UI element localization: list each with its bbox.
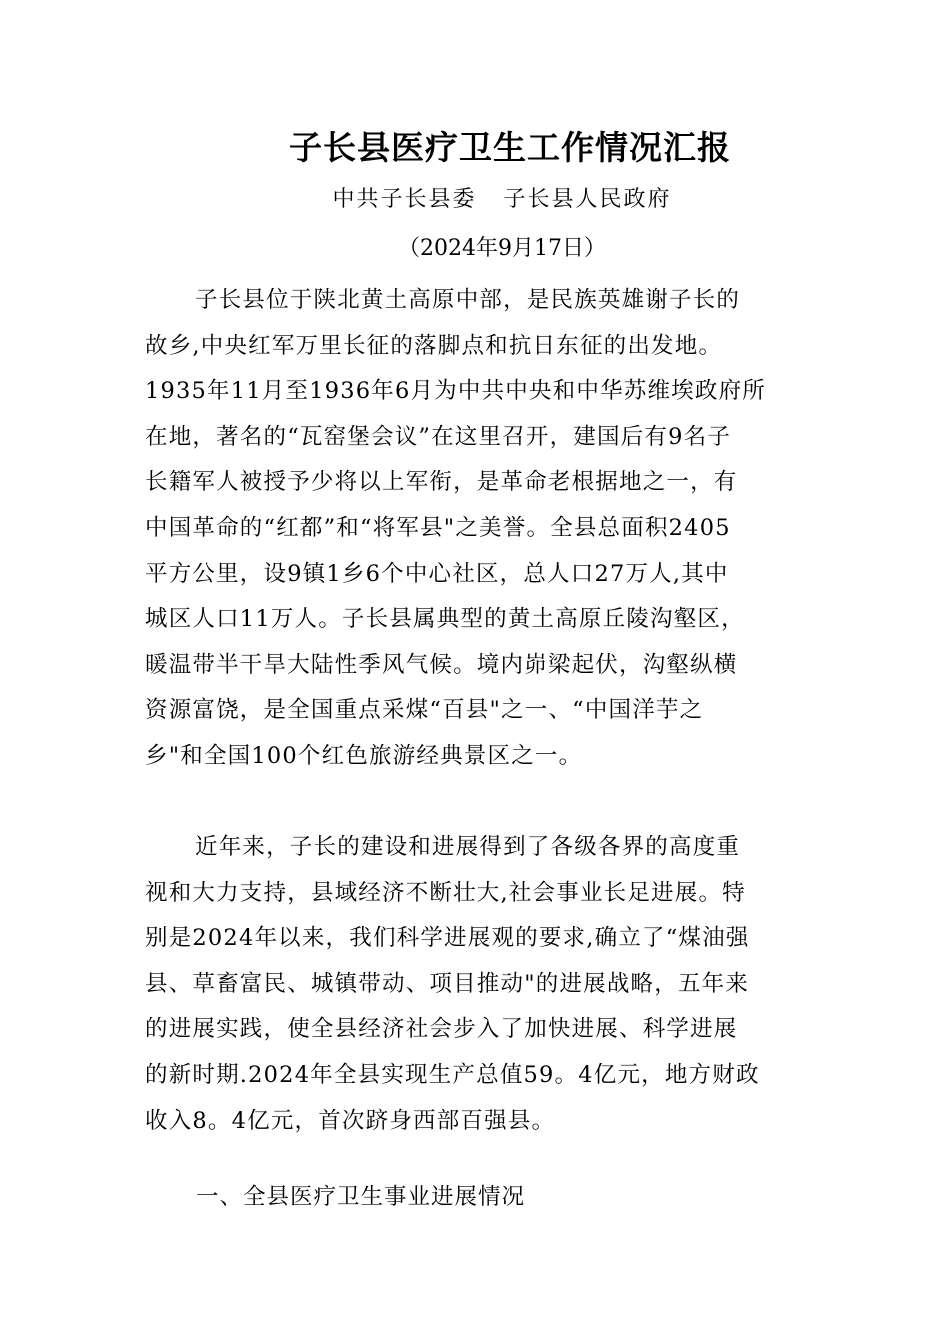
paragraph-line: 近年来，子长的建设和进展得到了各级各界的高度重 — [195, 834, 741, 860]
document-authors: 中共子长县委 子长县人民政府 — [332, 187, 672, 212]
paragraph-introduction — [145, 278, 805, 780]
paragraph-line: 收入8。4亿元，首次跻身西部百强县。 — [145, 1107, 556, 1134]
paragraph-line: 长籍军人被授予少将以上军衔，是革命老根据地之一，有 — [145, 469, 738, 496]
section-heading: 一、全县医疗卫生事业进展情况 — [196, 1184, 526, 1210]
paragraph-line: 中国革命的“红都”和“将军县"之美誉。全县总面积2405 — [145, 514, 731, 541]
paragraph-line: 县、草畜富民、城镇带动、项目推动"的进展战略，五年来 — [145, 970, 750, 997]
paragraph-line: 的进展实践，使全县经济社会步入了加快进展、科学进展 — [145, 1016, 738, 1043]
paragraph-line: 子长县位于陕北黄土高原中部，是民族英雄谢子长的 — [195, 287, 741, 313]
paragraph-line: 故乡,中央红军万里长征的落脚点和抗日东征的出发地。 — [145, 332, 723, 359]
paragraph-line: 在地，著名的“瓦窑堡会议”在这里召开，建国后有9名子 — [145, 423, 732, 450]
paragraph-line: 城区人口11万人。子长县属典型的黄土高原丘陵沟壑区， — [145, 606, 745, 633]
paragraph-development — [145, 825, 805, 1144]
paragraph-line: 暖温带半干旱大陆性季风气候。境内峁梁起伏，沟壑纵横 — [145, 651, 738, 678]
paragraph-line: 资源富饶，是全国重点采煤“百县"之一、“中国洋芋之 — [145, 697, 704, 724]
paragraph-line: 乡"和全国100个红色旅游经典景区之一。 — [145, 742, 583, 769]
paragraph-line: 平方公里，设9镇1乡6个中心社区，总人口27万人,其中 — [145, 560, 729, 587]
document-title: 子长县医疗卫生工作情况汇报 — [289, 128, 731, 167]
paragraph-line: 别是2024年以来，我们科学进展观的要求,确立了“煤油强 — [145, 925, 750, 952]
paragraph-line: 1935年11月至1936年6月为中共中央和中华苏维埃政府所 — [145, 378, 766, 405]
paragraph-line: 的新时期.2024年全县实现生产总值59。4亿元，地方财政 — [145, 1061, 760, 1088]
paragraph-line: 视和大力支持，县域经济不断壮大,社会事业长足进展。特 — [145, 879, 746, 906]
document-date: （2024年9月17日） — [398, 236, 606, 261]
